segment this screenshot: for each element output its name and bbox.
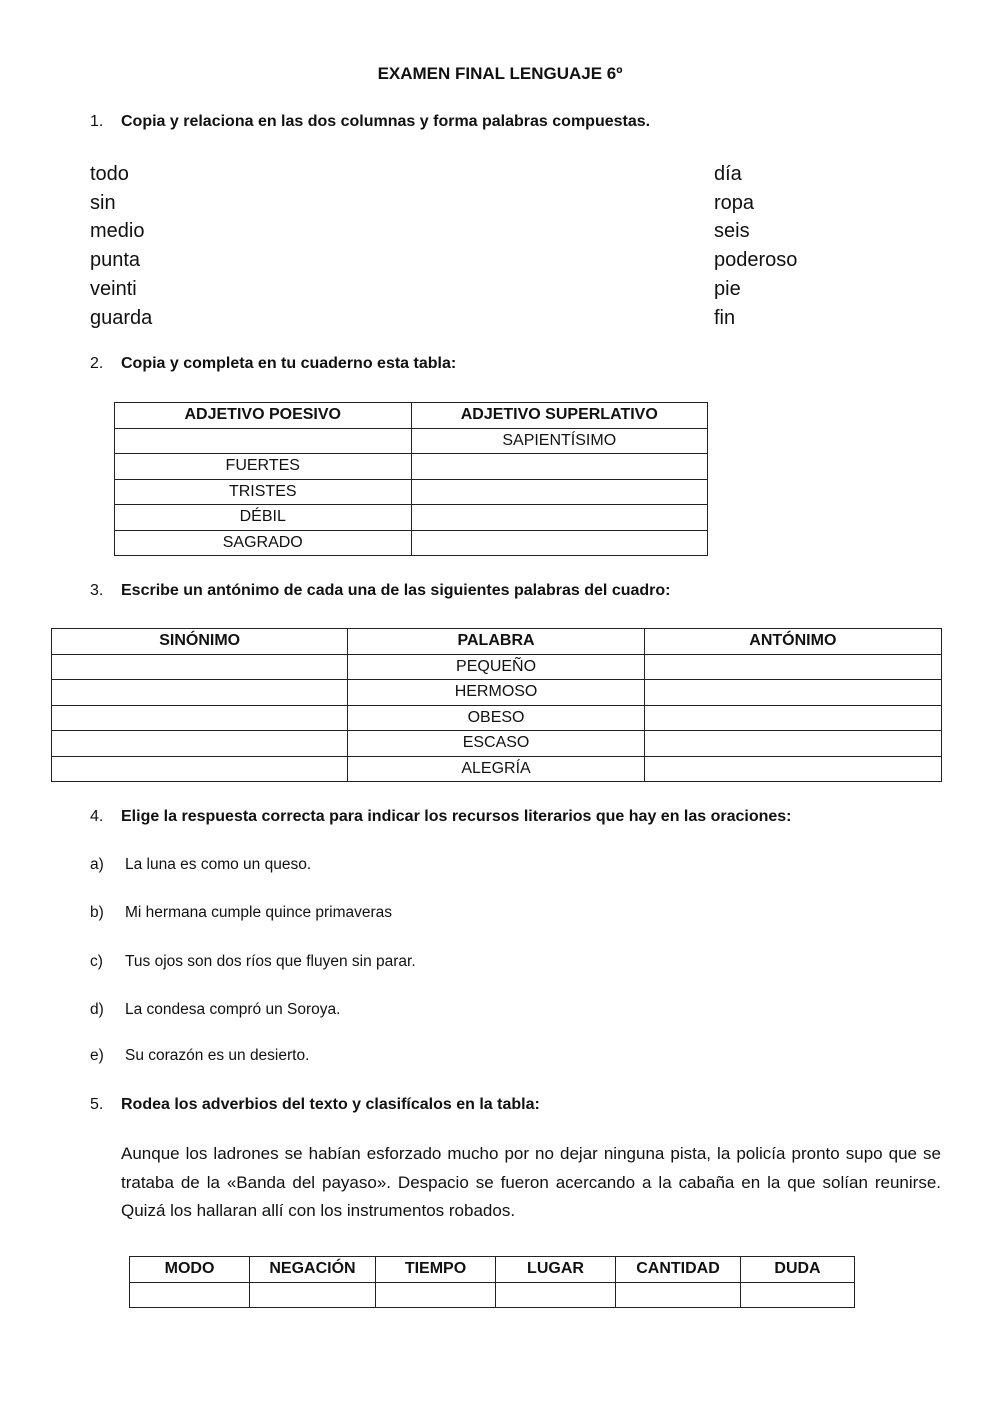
table-cell (52, 756, 348, 782)
table-cell: ESCASO (348, 731, 644, 757)
table-cell: SAGRADO (115, 530, 412, 556)
table-cell: SAPIENTÍSIMO (411, 428, 708, 454)
question-number: 3. (90, 582, 104, 599)
table-cell (52, 680, 348, 706)
item-letter: a) (90, 856, 104, 873)
question-2-heading (90, 355, 456, 373)
left-word: medio (90, 220, 145, 243)
question-4-heading (90, 808, 792, 826)
item-text: La luna es como un queso. (125, 856, 312, 873)
table-row (115, 428, 708, 454)
left-word: sin (90, 191, 116, 214)
table-cell (741, 1282, 855, 1308)
right-word: seis (714, 220, 750, 243)
table-cell (411, 454, 708, 480)
sentence-item (90, 1047, 309, 1065)
question-number: 2. (90, 355, 104, 372)
sentence-item (90, 904, 392, 922)
table-row (52, 731, 942, 757)
table-cell (644, 756, 941, 782)
right-word: poderoso (714, 249, 798, 272)
reading-paragraph: Aunque los ladrones se habían esforzado mucho por no dejar ninguna pista, la policía pronto supo que se trataba de la «Banda del payaso». Despacio se fueron acercando a la cabaña en la que solían reunirse. Quizá los hallaran allí con los instrumentos robados. (121, 1144, 941, 1220)
table-cell (250, 1282, 376, 1308)
table-header: ANTÓNIMO (644, 629, 941, 655)
left-word: veinti (90, 277, 137, 300)
table-cell (411, 505, 708, 531)
item-letter: c) (90, 953, 103, 970)
table-cell (130, 1282, 250, 1308)
table-cell: FUERTES (115, 454, 412, 480)
table-cell (115, 428, 412, 454)
table-row (115, 479, 708, 505)
table-cell: ALEGRÍA (348, 756, 644, 782)
left-word: punta (90, 249, 141, 272)
table-cell (411, 479, 708, 505)
adverb-table (129, 1256, 855, 1308)
left-word-column (90, 160, 152, 332)
item-text: Mi hermana cumple quince primaveras (125, 904, 393, 921)
antonym-table (51, 628, 942, 782)
page-title: EXAMEN FINAL LENGUAJE 6º (377, 64, 623, 83)
table-row (115, 530, 708, 556)
right-word: ropa (714, 191, 755, 214)
table-cell (52, 705, 348, 731)
table-cell (644, 654, 941, 680)
table-cell (411, 530, 708, 556)
table-header: NEGACIÓN (250, 1257, 376, 1283)
item-letter: d) (90, 1001, 104, 1018)
right-word: día (714, 163, 742, 185)
item-text: Tus ojos son dos ríos que fluyen sin parar. (125, 953, 416, 970)
adjective-table (114, 402, 708, 556)
table-header: PALABRA (348, 629, 644, 655)
table-row (52, 680, 942, 706)
table-row (52, 654, 942, 680)
table-cell (496, 1282, 616, 1308)
question-number: 1. (90, 113, 104, 130)
table-cell (644, 705, 941, 731)
right-word-column (714, 160, 797, 332)
question-text: Escribe un antónimo de cada una de las siguientes palabras del cuadro: (121, 582, 671, 599)
table-cell: DÉBIL (115, 505, 412, 531)
table-cell (52, 731, 348, 757)
question-text: Rodea los adverbios del texto y clasifícalos en la tabla: (121, 1096, 540, 1113)
table-cell (644, 680, 941, 706)
question-text: Elige la respuesta correcta para indicar los recursos literarios que hay en las oraciones: (121, 808, 792, 825)
table-cell: TRISTES (115, 479, 412, 505)
table-cell: HERMOSO (348, 680, 644, 706)
question-text: Copia y completa en tu cuaderno esta tabla: (121, 355, 457, 372)
question-1-heading (90, 113, 650, 131)
table-header: ADJETIVO SUPERLATIVO (411, 403, 708, 429)
sentence-item (90, 953, 416, 971)
question-number: 4. (90, 808, 104, 825)
item-text: Su corazón es un desierto. (125, 1047, 310, 1064)
item-letter: b) (90, 904, 104, 921)
table-row (52, 756, 942, 782)
sentence-item (90, 1001, 340, 1019)
question-5-heading (90, 1096, 540, 1114)
table-header: CANTIDAD (616, 1257, 741, 1283)
left-word: todo (90, 163, 129, 185)
table-row (115, 505, 708, 531)
right-word: pie (714, 277, 741, 300)
table-row (115, 454, 708, 480)
left-word: guarda (90, 306, 153, 329)
table-cell (644, 731, 941, 757)
table-header: MODO (130, 1257, 250, 1283)
table-cell (376, 1282, 496, 1308)
right-word: fin (714, 306, 736, 329)
item-text: La condesa compró un Soroya. (125, 1001, 341, 1018)
table-header: ADJETIVO POESIVO (115, 403, 412, 429)
table-header: LUGAR (496, 1257, 616, 1283)
table-cell: PEQUEÑO (348, 654, 644, 680)
sentence-item (90, 856, 311, 874)
item-letter: e) (90, 1047, 104, 1064)
table-header: DUDA (741, 1257, 855, 1283)
question-3-heading (90, 582, 670, 600)
question-text: Copia y relaciona en las dos columnas y forma palabras compuestas. (121, 113, 651, 130)
table-cell (616, 1282, 741, 1308)
table-row (52, 705, 942, 731)
question-number: 5. (90, 1096, 104, 1113)
table-cell (52, 654, 348, 680)
table-cell: OBESO (348, 705, 644, 731)
table-row (130, 1282, 855, 1308)
table-header: TIEMPO (376, 1257, 496, 1283)
table-header: SINÓNIMO (52, 629, 348, 655)
